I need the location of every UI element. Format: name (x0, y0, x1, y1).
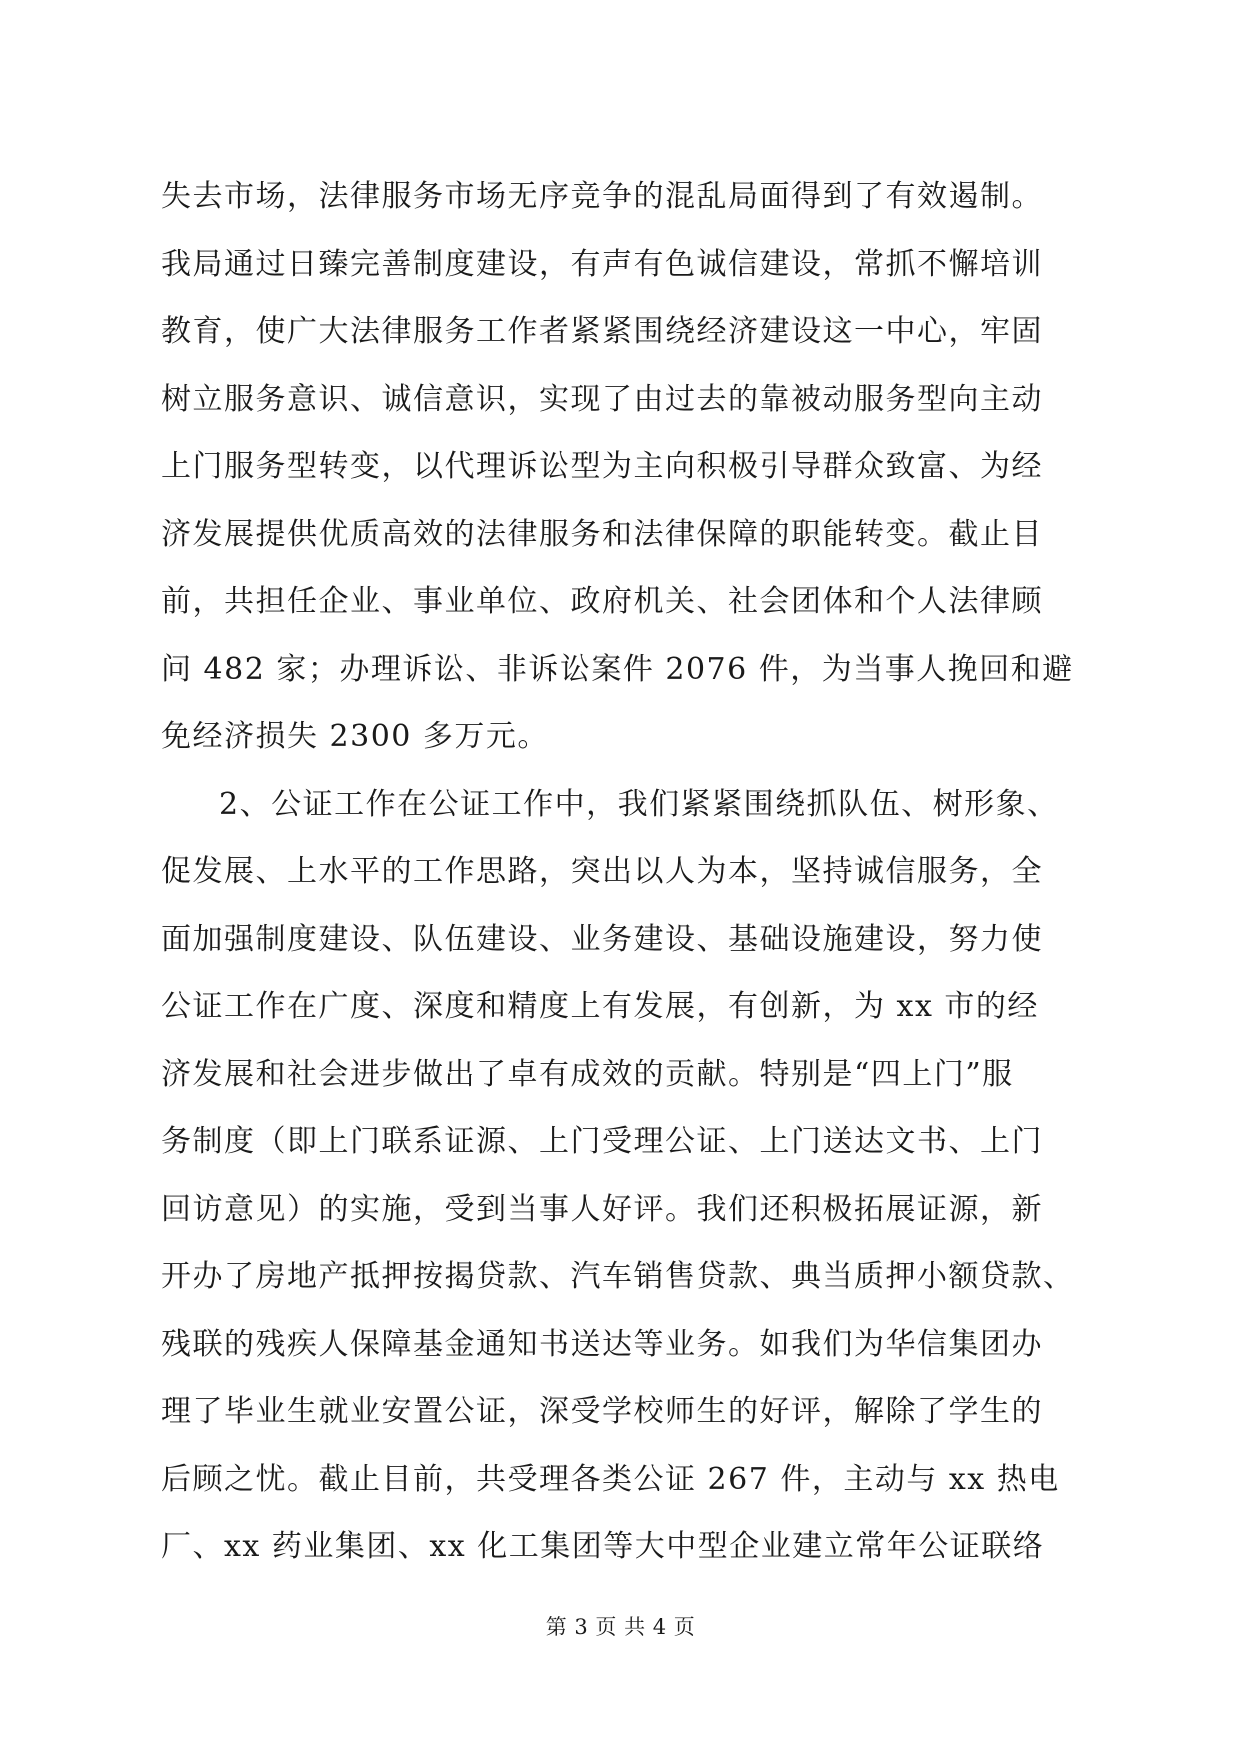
text-line: 开办了房地产抵押按揭贷款、汽车销售贷款、典当质押小额贷款、 (161, 1259, 1075, 1294)
text-line: 厂、xx 药业集团、xx 化工集团等大中型企业建立常年公证联络 (161, 1529, 1045, 1564)
text-line: 教育，使广大法律服务工作者紧紧围绕经济建设这一中心，牢固 (161, 314, 1043, 349)
text-line: 济发展提供优质高效的法律服务和法律保障的职能转变。截止目 (161, 516, 1043, 552)
text-line: 前，共担任企业、事业单位、政府机关、社会团体和个人法律顾 (161, 584, 1043, 619)
text-line: 理了毕业生就业安置公证，深受学校师生的好评，解除了学生的 (161, 1394, 1043, 1429)
document-body (161, 163, 1091, 1581)
paragraph-start-line: 2、公证工作在公证工作中，我们紧紧围绕抓队伍、树形象、 (219, 786, 1059, 822)
text-line: 失去市场，法律服务市场无序竞争的混乱局面得到了有效遏制。 (161, 179, 1043, 214)
text-line: 问 482 家；办理诉讼、非诉讼案件 2076 件，为当事人挽回和避 (161, 651, 1074, 687)
text-line: 我局通过日臻完善制度建设，有声有色诚信建设，常抓不懈培训 (161, 246, 1043, 282)
text-line: 回访意见）的实施，受到当事人好评。我们还积极拓展证源，新 (161, 1191, 1043, 1227)
page-number-footer: 第 3 页 共 4 页 (545, 1615, 696, 1639)
text-line: 上门服务型转变，以代理诉讼型为主向积极引导群众致富、为经 (161, 449, 1043, 484)
text-line: 后顾之忧。截止目前，共受理各类公证 267 件，主动与 xx 热电 (161, 1461, 1060, 1497)
text-line: 公证工作在广度、深度和精度上有发展，有创新，为 xx 市的经 (161, 989, 1039, 1024)
text-line: 济发展和社会进步做出了卓有成效的贡献。特别是“四上门”服 (161, 1056, 1014, 1092)
text-line: 促发展、上水平的工作思路，突出以人为本，坚持诚信服务，全 (161, 854, 1043, 889)
text-line: 面加强制度建设、队伍建设、业务建设、基础设施建设，努力使 (161, 921, 1043, 957)
text-line: 免经济损失 2300 多万元。 (161, 719, 549, 754)
text-line: 树立服务意识、诚信意识，实现了由过去的靠被动服务型向主动 (161, 381, 1043, 417)
text-line: 残联的残疾人保障基金通知书送达等业务。如我们为华信集团办 (161, 1326, 1043, 1362)
text-line: 务制度（即上门联系证源、上门受理公证、上门送达文书、上门 (161, 1124, 1043, 1159)
